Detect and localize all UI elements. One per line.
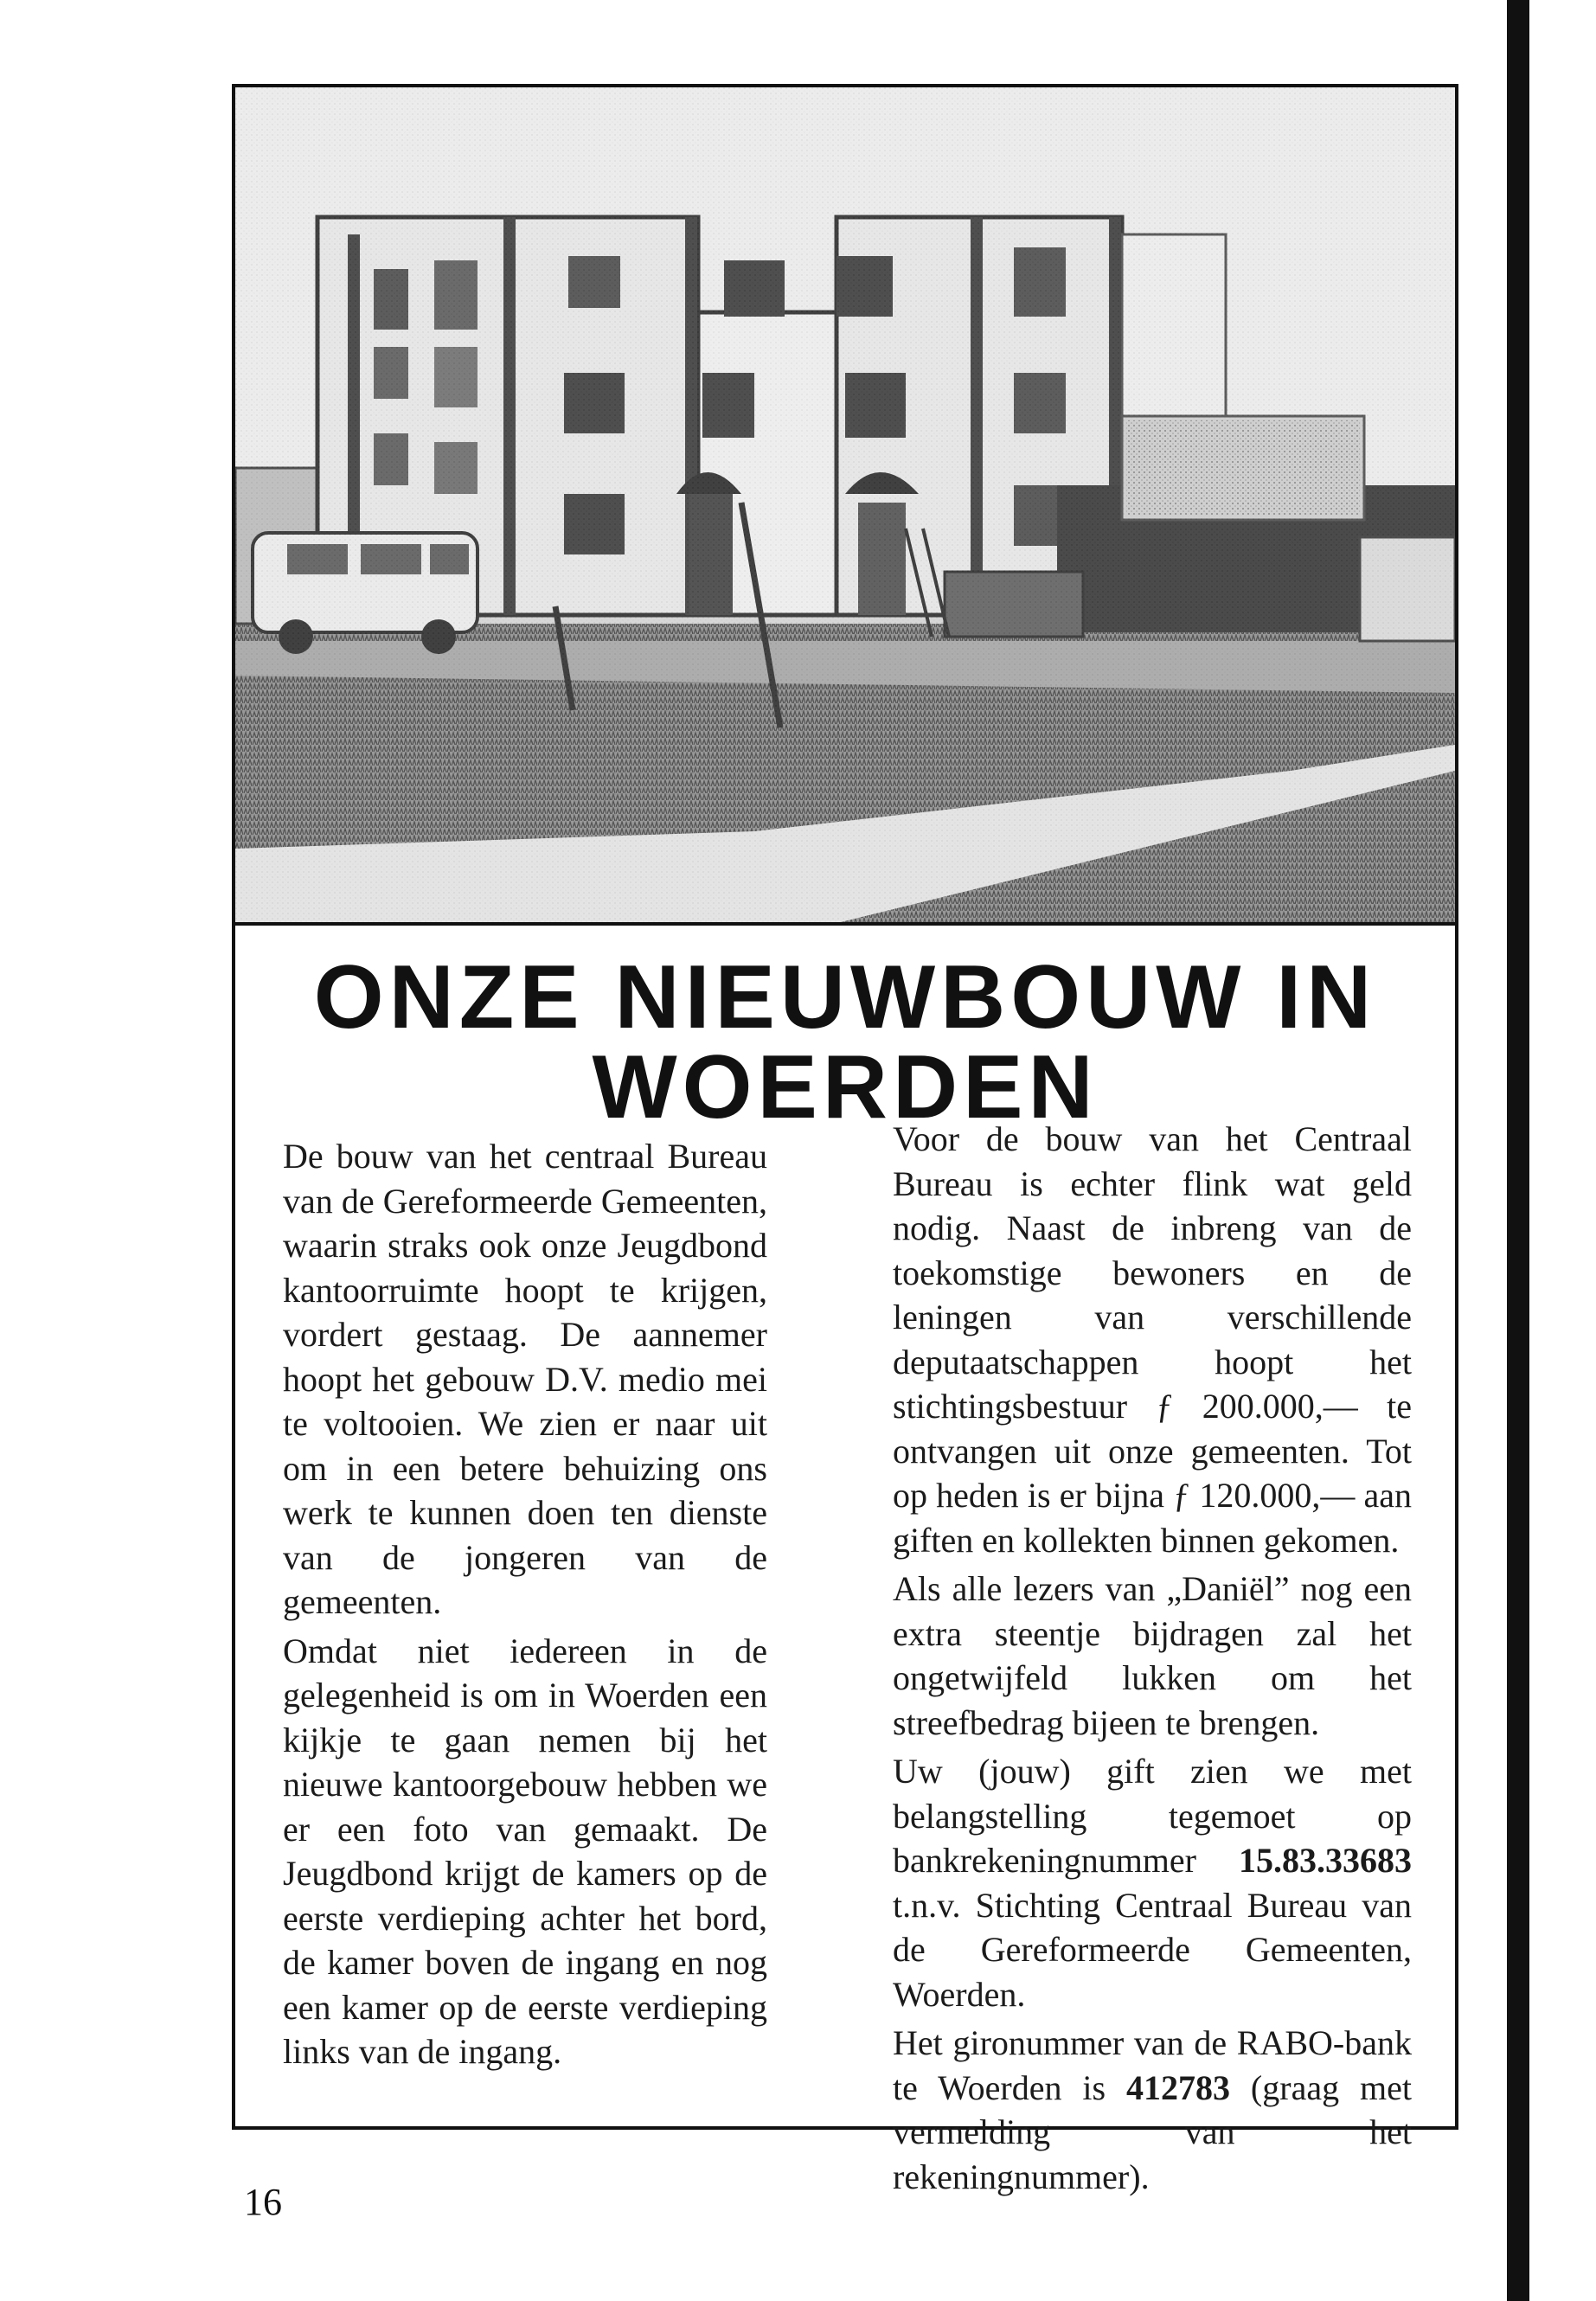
article-frame [232, 84, 1458, 2196]
left-paragraph-2: Omdat niet iedereen in de gelegenheid is om in Woerden een kijkje te gaan nemen bij het nieuwe kantoorgebouw hebben we er een foto van gemaakt. De Jeugdbond krijgt de kamers op de eerste verdieping achter het bord, de kamer boven de ingang en nog een kamer op de eerste verdieping links van de ingang. [283, 1631, 767, 2071]
giro-intro: Het gironummer van de RABO-bank te Woerden is [893, 2023, 1412, 2107]
bank-account-number: 15.83.33683 [1239, 1841, 1412, 1880]
right-column [893, 1117, 1412, 2203]
left-column [283, 1134, 767, 2079]
giro-number: 412783 [1126, 2067, 1230, 2107]
scan-binding-shadow [1507, 0, 1529, 2301]
building-photo [235, 87, 1455, 926]
building-photo-illustration [235, 87, 1455, 922]
page-number: 16 [244, 2181, 282, 2223]
right-paragraph-1: Voor de bouw van het Centraal Bureau is echter flink wat geld nodig. Naast de inbreng van de toekomstige bewoners en de leningen van verschillende deputaatschappen hoopt het stichtingsbestuur ƒ 200.000,— te ontvangen uit onze gemeenten. Tot op heden is er bijna ƒ 120.000,— aan giften en kollekten binnen gekomen. [893, 1119, 1412, 1560]
bank-account-intro: Uw (jouw) gift zien we met belangstelling tegemoet op bankrekeningnummer [893, 1752, 1412, 1880]
right-paragraph-3 [893, 1749, 1412, 2016]
scan-margin [1479, 0, 1596, 2301]
bank-account-holder: t.n.v. Stichting Centraal Bureau van de Gereformeerde Gemeenten, Woerden. [893, 1885, 1412, 2014]
headline: ONZE NIEUWBOUW IN WOERDEN [313, 947, 1377, 1138]
right-paragraph-2: Als alle lezers van „Daniël” nog een extra steentje bijdragen zal het ongetwijfeld lukken om het streefbedrag bijeen te brengen. [893, 1569, 1412, 1742]
left-paragraph-1: De bouw van het centraal Bureau van de Gereformeerde Gemeenten, waarin straks ook onze Jeugdbond kantoorruimte hoopt te krijgen, vordert gestaag. De aannemer hoopt het gebouw D.V. medio mei te voltooien. We zien er naar uit om in een betere behuizing ons werk te kunnen doen ten dienste van de jongeren van de gemeenten. [283, 1137, 767, 1621]
right-paragraph-4 [893, 2021, 1412, 2199]
giro-note: (graag met vermelding van het rekeningnummer). [893, 2067, 1412, 2196]
